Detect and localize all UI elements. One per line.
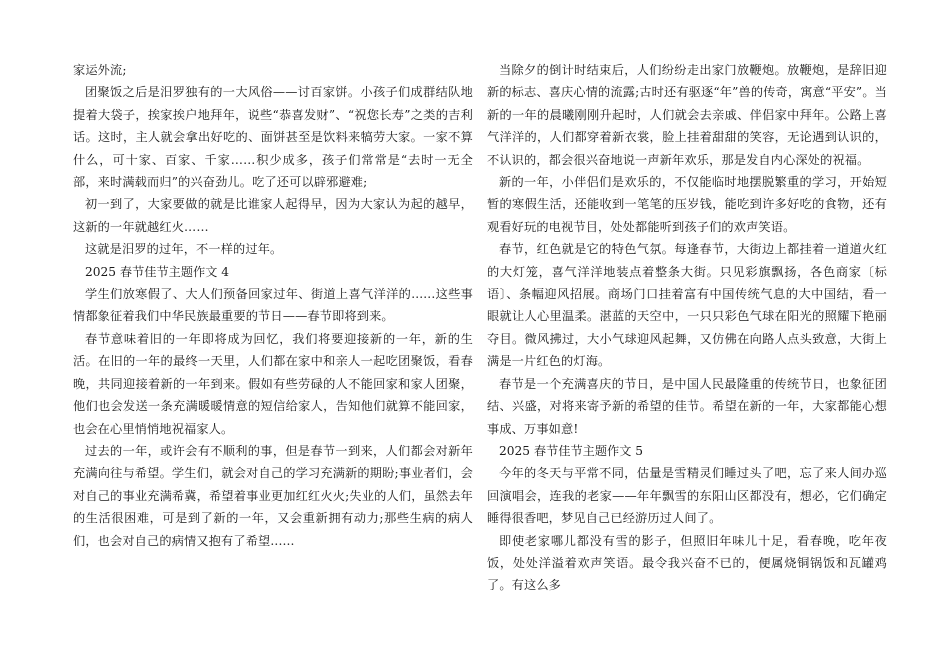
section-heading: 2025 春节佳节主题作文 5	[499, 443, 644, 458]
paragraph: 当除夕的倒计时结束后，人们纷纷走出家门放鞭炮。放鞭炮，是辞旧迎新的标志、喜庆心情的流露;古时还有驱逐“年”兽的传奇，寓意“平安”。当新的一年的晨曦刚刚升起时，人们就会去亲戚、伴侣家中拜年。公路上喜气洋洋的，人们都穿着新衣裳，脸上挂着甜甜的笑容，无论遇到认识的，不认识的，都会很兴奋地说一声新年欢乐，那是发自内心深处的祝福。	[487, 63, 887, 167]
right-column	[487, 59, 887, 597]
paragraph: 即使老家哪儿都没有雪的影子，但照旧年味儿十足，看春晚，吃年夜饭，处处洋溢着欢声笑语。最令我兴奋不已的，便属烧铜锅饭和瓦罐鸡了。有这么多	[487, 533, 887, 593]
paragraph: 学生们放寒假了、大人们预备回家过年、街道上喜气洋洋的......这些事情都象征着我们中华民族最重要的节日——春节即将到来。	[73, 287, 473, 324]
paragraph: 春节是一个充满喜庆的节日，是中国人民最隆重的传统节日，也象征团结、兴盛，对将来寄予新的希望的佳节。希望在新的一年，大家都能心想事成、万事如意!	[487, 376, 887, 436]
paragraph: 初一到了，大家要做的就是比谁家人起得早，因为大家认为起的越早，这新的一年就越红火……	[73, 197, 473, 234]
paragraph: 过去的一年，或许会有不顺利的事，但是春节一到来，人们都会对新年充满向往与希望。学生们，就会对自己的学习充满新的期盼;事业者们，会对自己的事业充满希冀，希望着事业更加红红火火;失业的人们，虽然去年的生活很困难，可是到了新的一年，又会重新拥有动力;那些生病的病人们，也会对自己的病情又抱有了希望......	[73, 443, 473, 548]
left-column	[73, 59, 473, 552]
paragraph: 团聚饭之后是汨罗独有的一大风俗——讨百家饼。小孩子们成群结队地提着大袋子，挨家挨户地拜年，说些“恭喜发财”、“祝您长寿”之类的吉利话。这时，主人就会拿出好吃的、面饼甚至是饮料来犒劳大家。一家不算什么，可十家、百家、千家……积少成多，孩子们常常是“去时一无全部，来时满载而归”的兴奋劲儿。吃了还可以辟邪避难;	[73, 85, 473, 190]
paragraph: 家运外流;	[73, 63, 127, 77]
paragraph: 春节，红色就是它的特色气氛。每逢春节，大街边上都挂着一道道火红的大灯笼，喜气洋洋地装点着整条大街。只见彩旗飘扬，各色商家〔标语〕、条幅迎风招展。商场门口挂着富有中国传统气息的大中国结，看一眼就让人心里温柔。湛蓝的天空中，一只只彩色气球在阳光的照耀下艳丽夺目。微风拂过，大小气球迎风起舞，又仿佛在向路人点头致意，大街上满是一片红色的灯海。	[487, 242, 887, 369]
section-heading: 2025 春节佳节主题作文 4	[85, 264, 230, 279]
paragraph: 今年的冬天与平常不同，估量是雪精灵们睡过头了吧，忘了来人间办巡回演唱会，连我的老家——年年飘雪的东阳山区都没有，想必，它们确定睡得很香吧，梦见自己已经游历过人间了。	[487, 466, 887, 526]
paragraph: 这就是汨罗的过年，不一样的过年。	[85, 242, 283, 257]
paragraph: 春节意味着旧的一年即将成为回忆，我们将要迎接新的一年，新的生活。在旧的一年的最终一天里，人们都在家中和亲人一起吃团聚饭，看春晚，共同迎接着新的一年到来。假如有些劳碌的人不能回家和家人团聚，他们也会发送一条充满暖暖情意的短信给家人，告知他们就算不能回家，也会在心里悄悄地祝福家人。	[73, 331, 473, 436]
paragraph: 新的一年，小伴侣们是欢乐的，不仅能临时地摆脱繁重的学习，开始短暂的寒假生活，还能收到一笔笔的压岁钱，能吃到许多好吃的食物，还有观看好玩的电视节目，处处都能听到孩子们的欢声笑语。	[487, 175, 887, 234]
